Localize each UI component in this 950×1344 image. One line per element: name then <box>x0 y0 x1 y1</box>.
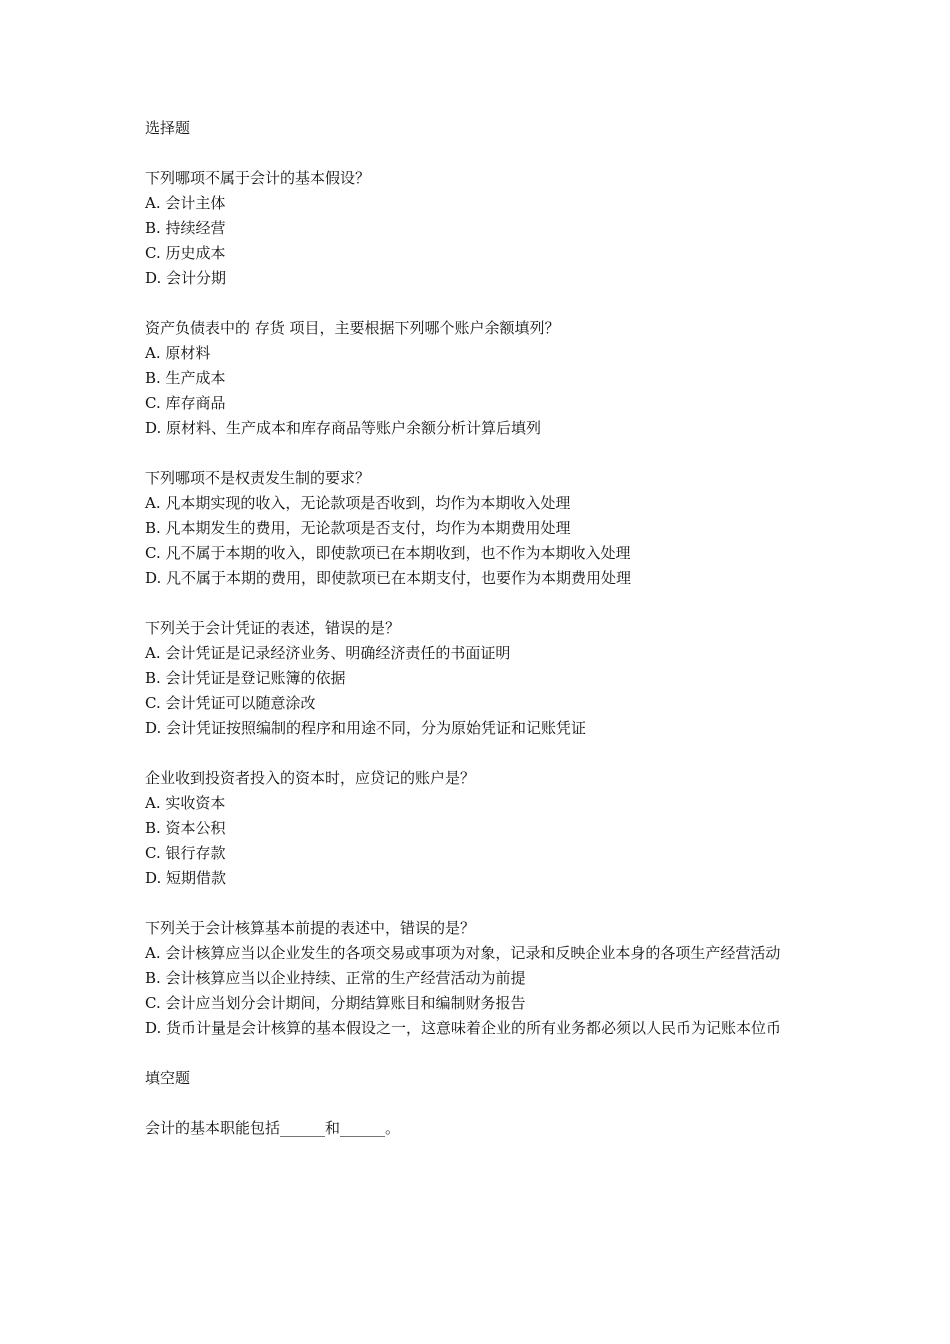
option-b: B. 会计凭证是登记账簿的依据 <box>145 669 346 687</box>
question-2 <box>145 316 825 441</box>
option-d: D. 会计凭证按照编制的程序和用途不同，分为原始凭证和记账凭证 <box>145 719 587 737</box>
option-b: B. 生产成本 <box>145 369 226 387</box>
option-d: D. 原材料、生产成本和库存商品等账户余额分析计算后填列 <box>145 419 542 437</box>
option-b: B. 资本公积 <box>145 819 226 837</box>
option-a: A. 会计核算应当以企业发生的各项交易或事项为对象，记录和反映企业本身的各项生产经营活动 <box>145 944 781 962</box>
section-heading-choice: 选择题 <box>145 119 191 137</box>
option-a: A. 原材料 <box>145 344 211 362</box>
option-c: C. 会计凭证可以随意涂改 <box>145 694 316 712</box>
document-page <box>145 116 825 1141</box>
question-stem: 下列关于会计核算基本前提的表述中，错误的是？ <box>145 919 476 937</box>
option-a: A. 会计主体 <box>145 194 226 212</box>
option-c: C. 银行存款 <box>145 844 226 862</box>
question-stem: 下列哪项不是权责发生制的要求？ <box>145 469 371 487</box>
question-6 <box>145 916 825 1041</box>
question-1 <box>145 166 825 291</box>
option-b: B. 凡本期发生的费用，无论款项是否支付，均作为本期费用处理 <box>145 519 571 537</box>
option-c: C. 凡不属于本期的收入，即使款项已在本期收到，也不作为本期收入处理 <box>145 544 631 562</box>
question-stem: 下列关于会计凭证的表述，错误的是？ <box>145 619 401 637</box>
question-3 <box>145 466 825 591</box>
section-heading-fill: 填空题 <box>145 1069 191 1087</box>
option-d: D. 会计分期 <box>145 269 227 287</box>
option-c: C. 会计应当划分会计期间，分期结算账目和编制财务报告 <box>145 994 526 1012</box>
option-d: D. 货币计量是会计核算的基本假设之一，这意味着企业的所有业务都必须以人民币为记账本位币 <box>145 1019 782 1037</box>
question-stem: 资产负债表中的 存货 项目，主要根据下列哪个账户余额填列？ <box>145 319 560 337</box>
question-stem: 企业收到投资者投入的资本时，应贷记的账户是？ <box>145 769 476 787</box>
option-b: B. 会计核算应当以企业持续、正常的生产经营活动为前提 <box>145 969 526 987</box>
question-4 <box>145 616 825 741</box>
option-a: A. 会计凭证是记录经济业务、明确经济责任的书面证明 <box>145 644 511 662</box>
option-c: C. 库存商品 <box>145 394 226 412</box>
question-5 <box>145 766 825 891</box>
question-stem: 下列哪项不属于会计的基本假设？ <box>145 169 371 187</box>
option-a: A. 实收资本 <box>145 794 226 812</box>
option-d: D. 短期借款 <box>145 869 227 887</box>
option-c: C. 历史成本 <box>145 244 226 262</box>
fill-question: 会计的基本职能包括______和______。 <box>145 1119 401 1137</box>
option-d: D. 凡不属于本期的费用，即使款项已在本期支付，也要作为本期费用处理 <box>145 569 632 587</box>
option-b: B. 持续经营 <box>145 219 226 237</box>
option-a: A. 凡本期实现的收入，无论款项是否收到，均作为本期收入处理 <box>145 494 571 512</box>
